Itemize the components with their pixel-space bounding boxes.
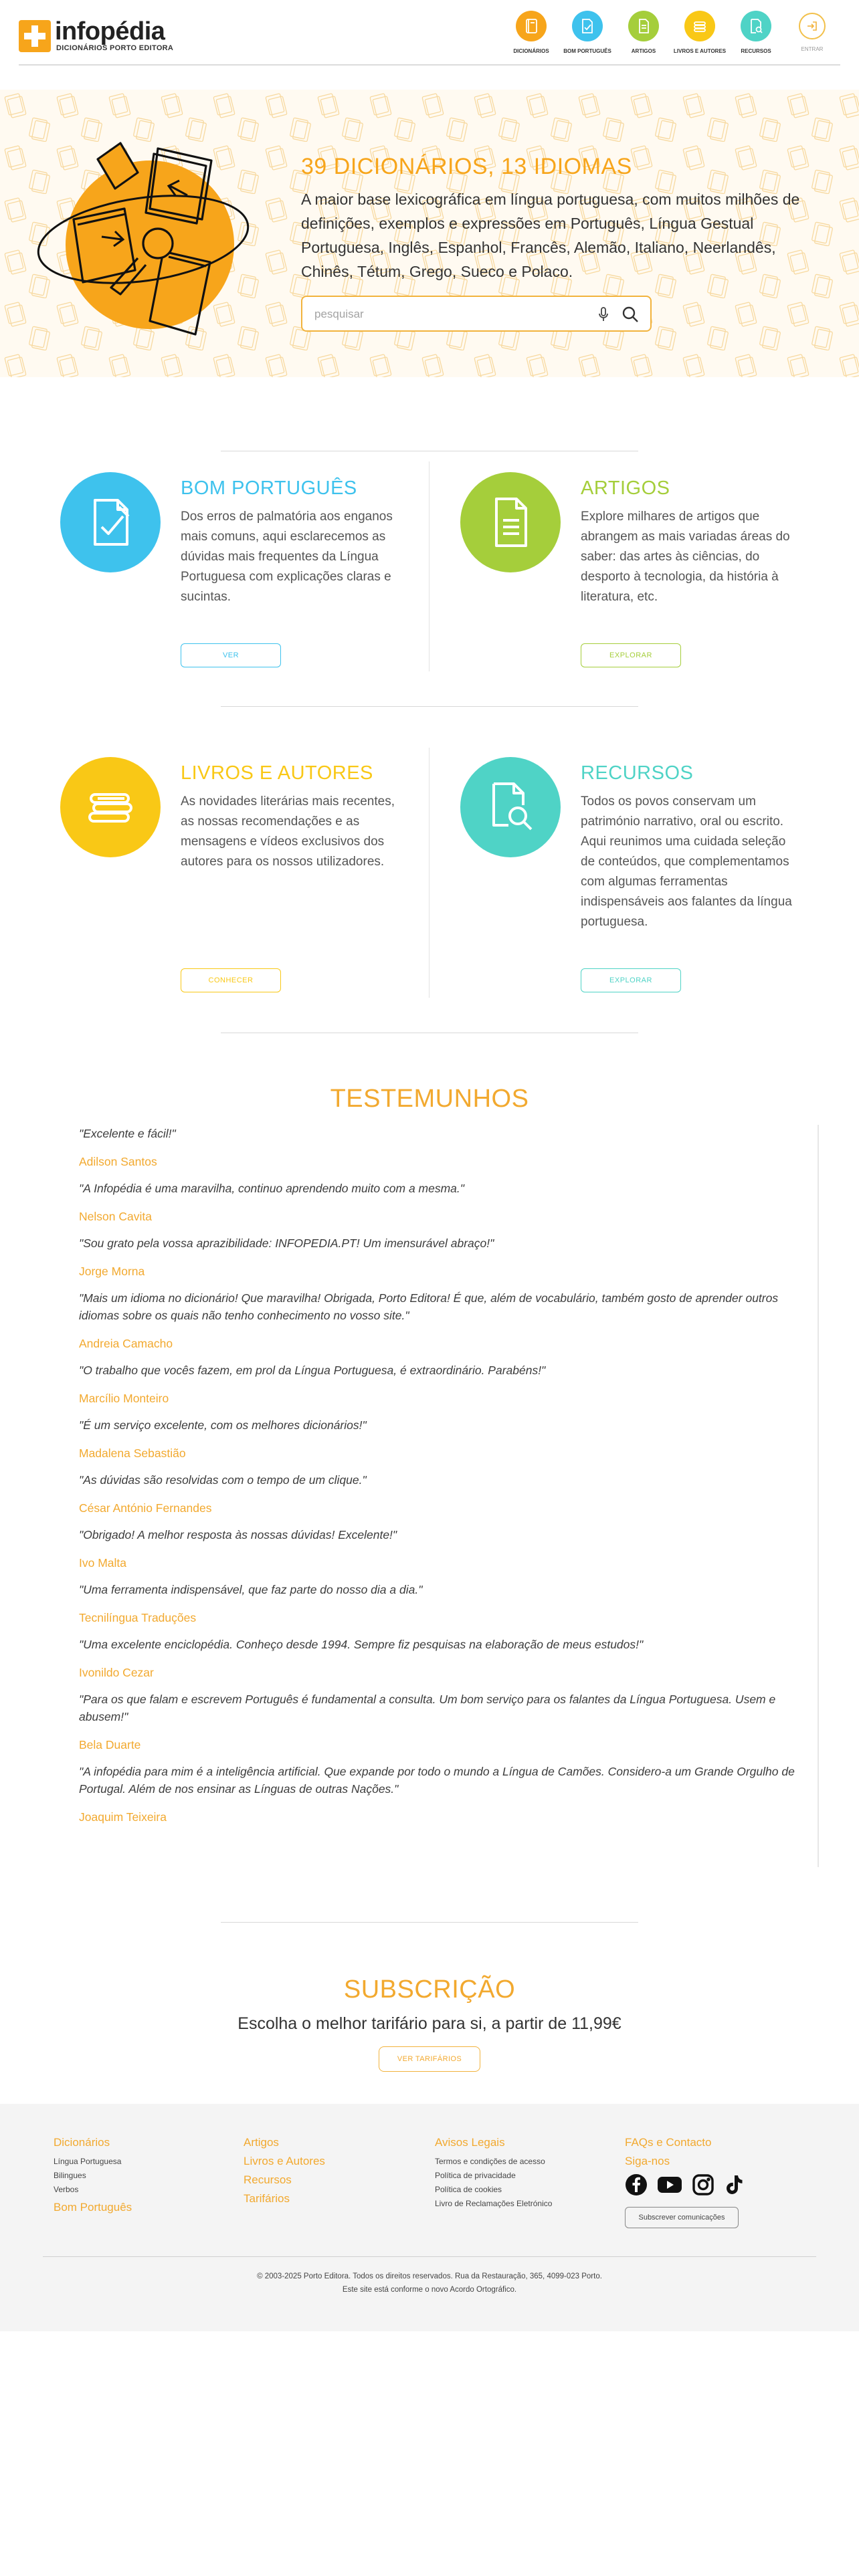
testimonial-author: Joaquim Teixeira — [79, 1810, 167, 1824]
footer-link-avisos-legais[interactable]: Avisos Legais — [435, 2136, 505, 2149]
section-divider — [221, 1922, 638, 1923]
testimonial-author: Adilson Santos — [79, 1155, 157, 1168]
footer-link[interactable]: Verbos — [54, 2185, 79, 2194]
nav-item-recursos[interactable] — [728, 11, 784, 58]
feature-livros-autores — [60, 757, 408, 998]
footer-link[interactable]: Política de privacidade — [435, 2171, 516, 2180]
nav-item-livros-autores[interactable] — [672, 11, 728, 58]
header-divider — [19, 64, 840, 66]
site-header — [0, 0, 859, 66]
testimonial-quote: "A Infopédia é uma maravilha, continuo aprendendo muito com a mesma." — [79, 1182, 464, 1195]
instagram-icon[interactable] — [692, 2173, 714, 2196]
testimonial-author: Madalena Sebastião — [79, 1446, 186, 1460]
footer-col-dicionarios — [54, 2136, 234, 2220]
feature-description: As novidades literárias mais recentes, as nossas recomendações e as mensagens e vídeos exclusivos dos autores para os nossos utilizadores. — [181, 794, 395, 869]
footer-link-faqs[interactable]: FAQs e Contacto — [625, 2136, 712, 2149]
footer-link[interactable]: Língua Portuguesa — [54, 2157, 122, 2166]
footer-link-livros-autores[interactable]: Livros e Autores — [244, 2155, 325, 2167]
testimonial — [79, 1235, 820, 1279]
copyright — [0, 2270, 859, 2296]
testimonial — [79, 1471, 820, 1515]
testimonial-author: Andreia Camacho — [79, 1337, 173, 1350]
testimonial — [79, 1636, 820, 1680]
feature-artigos — [460, 472, 808, 686]
footer-link[interactable]: Bilingues — [54, 2171, 86, 2180]
search-box — [301, 296, 652, 332]
logo-word: infopédia — [55, 17, 165, 45]
ver-button[interactable]: VER — [181, 643, 281, 667]
testimonial-quote: "Sou grato pela vossa aprazibilidade: INFOPEDIA.PT! Um imensurável abraço!" — [79, 1237, 494, 1250]
column-divider — [429, 748, 430, 998]
testimonial-quote: "Excelente e fácil!" — [79, 1127, 176, 1140]
testimonial-author: Ivonildo Cezar — [79, 1666, 154, 1679]
testimonial — [79, 1180, 820, 1224]
book-stack-icon — [684, 11, 715, 41]
testimonial-author: Marcílio Monteiro — [79, 1392, 169, 1405]
section-divider — [221, 706, 638, 707]
footer-link-tarifarios[interactable]: Tarifários — [244, 2192, 290, 2205]
testimonial — [79, 1526, 820, 1570]
testimonial-author: Bela Duarte — [79, 1738, 141, 1751]
feature-description: Todos os povos conservam um património narrativo, oral ou escrito. Aqui reunimos uma cuidada seleção de conteúdos, que complementamos com algumas ferramentas indispensáveis aos falantes da língua portuguesa. — [581, 794, 792, 929]
nav-label: ENTRAR — [801, 46, 824, 52]
orthography-note: Este site está conforme o novo Acordo Ortográfico. — [342, 2286, 517, 2294]
footer-link[interactable]: Termos e condições de acesso — [435, 2157, 545, 2166]
main-nav — [503, 11, 840, 58]
testimonial — [79, 1691, 820, 1752]
feature-description: Dos erros de palmatória aos enganos mais comuns, aqui esclarecemos as dúvidas mais frequentes da Língua Portuguesa com explicações claras e sucintas. — [181, 510, 393, 604]
feature-title: LIVROS E AUTORES — [181, 762, 373, 784]
feature-recursos — [460, 757, 808, 998]
testimonial-author: Ivo Malta — [79, 1556, 126, 1570]
testimonials-title: TESTEMUNHOS — [330, 1085, 529, 1113]
book-icon — [516, 11, 547, 41]
testimonial-quote: "Obrigado! A melhor resposta às nossas dúvidas! Excelente!" — [79, 1528, 397, 1541]
footer-link-artigos[interactable]: Artigos — [244, 2136, 279, 2149]
testimonial-quote: "As dúvidas são resolvidas com o tempo de um clique." — [79, 1473, 367, 1487]
hero-description: A maior base lexicográfica em língua portuguesa, com muitos milhões de definições, exemplos e expressões em Português, Língua Gestual Portuguesa, Inglês, Espanhol, Francês, Alemão, Italiano, Neerlandês, Chinês, Tétum, Grego, Sueco e Polaco. — [301, 191, 800, 280]
testimonial — [79, 1125, 820, 1169]
testimonial-quote: "Mais um idioma no dicionário! Que maravilha! Obrigada, Porto Editora! É que, além de vocabulário, também gosto de aprender outros idiomas sobre os quais não tenho conhecimento no vosso site." — [79, 1291, 779, 1322]
nav-item-entrar[interactable] — [784, 11, 840, 58]
site-footer — [0, 2104, 859, 2331]
subscription-text: Escolha o melhor tarifário para si, a partir de 11,99€ — [237, 2014, 622, 2033]
testimonial-quote: "O trabalho que vocês fazem, em prol da Língua Portuguesa, é extraordinário. Parabéns!" — [79, 1364, 546, 1377]
testimonial-author: Nelson Cavita — [79, 1210, 152, 1223]
logo-subtitle: DICIONÁRIOS PORTO EDITORA — [56, 44, 174, 52]
nav-label: RECURSOS — [741, 48, 771, 54]
nav-item-artigos[interactable] — [615, 11, 672, 58]
testimonial — [79, 1289, 820, 1351]
footer-link-bom-portugues[interactable]: Bom Português — [54, 2201, 132, 2214]
search-icon[interactable] — [621, 305, 640, 324]
feature-title: ARTIGOS — [581, 477, 670, 499]
testimonial-quote: "Para os que falam e escrevem Português é fundamental a consulta. Um bom serviço para os falantes da Língua Portuguesa. Usem e abusem!" — [79, 1693, 776, 1723]
testimonial-author: Jorge Morna — [79, 1265, 145, 1278]
social-links — [625, 2173, 805, 2196]
testimonial-author: César António Fernandes — [79, 1501, 212, 1515]
conhecer-button[interactable]: CONHECER — [181, 968, 281, 992]
testimonial-quote: "A infopédia para mim é a inteligência artificial. Que expande por todo o mundo a Língua de Camões. Considero-a um Grande Orgulho de Portugal. Além de nos ensinar as Línguas de outras Nações." — [79, 1765, 795, 1796]
testimonial-author: Tecnilíngua Traduções — [79, 1611, 197, 1624]
document-search-icon — [741, 11, 771, 41]
feature-title: BOM PORTUGUÊS — [181, 477, 357, 499]
footer-col-legal — [435, 2136, 615, 2211]
nav-label: LIVROS E AUTORES — [673, 48, 727, 54]
testimonial-quote: "Uma ferramenta indispensável, que faz parte do nosso dia a dia." — [79, 1583, 423, 1596]
ver-tarifarios-button[interactable]: VER TARIFÁRIOS — [379, 2046, 480, 2072]
site-logo[interactable] — [19, 17, 173, 53]
document-icon — [628, 11, 659, 41]
nav-label: BOM PORTUGUÊS — [563, 48, 611, 54]
footer-link-recursos[interactable]: Recursos — [244, 2173, 292, 2186]
testimonial — [79, 1416, 820, 1461]
dictionary-illustration — [36, 139, 257, 340]
search-input[interactable] — [314, 305, 582, 324]
testimonial — [79, 1763, 820, 1824]
subscribe-communications-button[interactable]: Subscrever comunicações — [625, 2207, 739, 2228]
microphone-icon[interactable] — [597, 306, 610, 322]
hero-title: 39 DICIONÁRIOS, 13 IDIOMAS — [301, 154, 632, 179]
footer-link[interactable]: Livro de Reclamações Eletrónico — [435, 2199, 553, 2208]
footer-link-dicionarios[interactable]: Dicionários — [54, 2136, 110, 2149]
testimonial — [79, 1362, 820, 1406]
testimonials-list — [79, 1125, 820, 1835]
nav-item-bom-portugues[interactable] — [559, 11, 615, 58]
youtube-icon[interactable] — [657, 2175, 682, 2195]
facebook-icon[interactable] — [625, 2173, 648, 2196]
feature-title: RECURSOS — [581, 762, 694, 784]
explorar-recursos-button[interactable]: EXPLORAR — [581, 968, 681, 992]
edit-document-icon — [60, 472, 161, 572]
footer-col-contact — [625, 2136, 805, 2228]
logo-cross-icon — [19, 20, 51, 52]
column-divider — [429, 461, 430, 671]
edit-document-icon — [572, 11, 603, 41]
explorar-artigos-button[interactable]: EXPLORAR — [581, 643, 681, 667]
footer-col-sections — [244, 2136, 424, 2211]
subscription-title: SUBSCRIÇÃO — [343, 1975, 516, 2004]
nav-label: DICIONÁRIOS — [513, 48, 549, 54]
hero-section — [0, 90, 859, 377]
footer-link[interactable]: Política de cookies — [435, 2185, 502, 2194]
copyright-text: © 2003-2025 Porto Editora. Todos os direitos reservados. Rua da Restauração, 365, 4099-023 Porto. — [257, 2272, 602, 2280]
nav-label: ARTIGOS — [631, 48, 656, 54]
feature-description: Explore milhares de artigos que abrangem as mais variadas áreas do saber: das artes às ciências, do desporto à tecnologia, da história à literatura, etc. — [581, 510, 790, 604]
document-search-icon — [460, 757, 561, 857]
document-icon — [460, 472, 561, 572]
testimonial-quote: "Uma excelente enciclopédia. Conheço desde 1994. Sempre fiz pesquisas na elaboração de meus estudos!" — [79, 1638, 644, 1651]
footer-divider — [43, 2256, 816, 2257]
footer-follow-label: Siga-nos — [625, 2155, 670, 2167]
login-icon — [799, 13, 826, 39]
tiktok-icon[interactable] — [724, 2173, 744, 2196]
feature-bom-portugues — [60, 472, 408, 686]
book-stack-icon — [60, 757, 161, 857]
nav-item-dicionarios[interactable] — [503, 11, 559, 58]
testimonial-quote: "É um serviço excelente, com os melhores dicionários!" — [79, 1418, 367, 1432]
testimonial — [79, 1581, 820, 1625]
